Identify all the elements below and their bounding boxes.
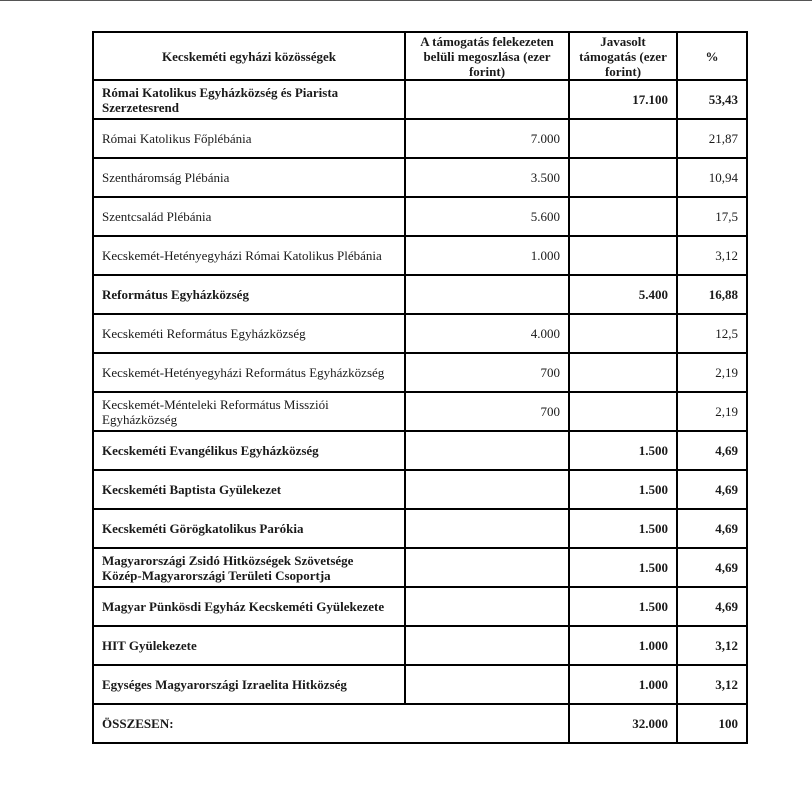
community-name: Kecskemét-Hetényegyházi Római Katolikus Plébánia <box>93 236 405 275</box>
table-header-row <box>93 32 747 80</box>
percent-value: 21,87 <box>677 119 747 158</box>
distribution-value <box>405 548 569 587</box>
distribution-value <box>405 275 569 314</box>
community-name: Magyarországi Zsidó Hitközségek Szövetsége Közép-Magyarországi Területi Csoportja <box>93 548 405 587</box>
proposed-value <box>569 197 677 236</box>
distribution-value: 5.600 <box>405 197 569 236</box>
proposed-value <box>569 236 677 275</box>
header-distribution: A támogatás felekezeten belüli megoszlása (ezer forint) <box>405 32 569 80</box>
percent-value: 17,5 <box>677 197 747 236</box>
proposed-value: 1.000 <box>569 665 677 704</box>
table-row <box>93 158 747 197</box>
proposed-value: 1.000 <box>569 626 677 665</box>
community-name: Magyar Pünkösdi Egyház Kecskeméti Gyülekezete <box>93 587 405 626</box>
table-row <box>93 509 747 548</box>
community-name: Római Katolikus Főplébánia <box>93 119 405 158</box>
distribution-value <box>405 626 569 665</box>
table-row <box>93 119 747 158</box>
percent-value: 4,69 <box>677 509 747 548</box>
proposed-value <box>569 392 677 431</box>
total-percent-value: 100 <box>677 704 747 743</box>
proposed-value <box>569 158 677 197</box>
distribution-value: 3.500 <box>405 158 569 197</box>
percent-value: 3,12 <box>677 236 747 275</box>
table-row <box>93 275 747 314</box>
distribution-value <box>405 587 569 626</box>
table-row <box>93 353 747 392</box>
percent-value: 3,12 <box>677 626 747 665</box>
distribution-value <box>405 80 569 119</box>
proposed-value: 1.500 <box>569 548 677 587</box>
proposed-value <box>569 353 677 392</box>
community-name: Kecskeméti Görögkatolikus Parókia <box>93 509 405 548</box>
table-row <box>93 197 747 236</box>
proposed-value: 5.400 <box>569 275 677 314</box>
table-row <box>93 431 747 470</box>
distribution-value <box>405 509 569 548</box>
percent-value: 3,12 <box>677 665 747 704</box>
percent-value: 4,69 <box>677 548 747 587</box>
community-name: Református Egyházközség <box>93 275 405 314</box>
percent-value: 16,88 <box>677 275 747 314</box>
table-row <box>93 626 747 665</box>
percent-value: 12,5 <box>677 314 747 353</box>
proposed-value: 17.100 <box>569 80 677 119</box>
proposed-value: 1.500 <box>569 509 677 548</box>
proposed-value <box>569 314 677 353</box>
percent-value: 4,69 <box>677 587 747 626</box>
church-grant-table <box>92 31 748 744</box>
percent-value: 53,43 <box>677 80 747 119</box>
community-name: Kecskemét-Ménteleki Református Missziói Egyházközség <box>93 392 405 431</box>
proposed-value: 1.500 <box>569 587 677 626</box>
proposed-value: 1.500 <box>569 431 677 470</box>
community-name: HIT Gyülekezete <box>93 626 405 665</box>
community-name: Kecskeméti Baptista Gyülekezet <box>93 470 405 509</box>
community-name: Kecskemét-Hetényegyházi Református Egyházközség <box>93 353 405 392</box>
page-top-rule <box>0 0 812 1</box>
percent-value: 2,19 <box>677 392 747 431</box>
community-name: Egységes Magyarországi Izraelita Hitközség <box>93 665 405 704</box>
header-community-name: Kecskeméti egyházi közösségek <box>93 32 405 80</box>
community-name: Kecskeméti Evangélikus Egyházközség <box>93 431 405 470</box>
table-row <box>93 665 747 704</box>
distribution-value: 4.000 <box>405 314 569 353</box>
community-name: Római Katolikus Egyházközség és Piarista Szerzetesrend <box>93 80 405 119</box>
distribution-value <box>405 470 569 509</box>
table-row <box>93 548 747 587</box>
table-row <box>93 80 747 119</box>
percent-value: 4,69 <box>677 470 747 509</box>
total-label: ÖSSZESEN: <box>93 704 569 743</box>
percent-value: 4,69 <box>677 431 747 470</box>
percent-value: 2,19 <box>677 353 747 392</box>
distribution-value: 700 <box>405 353 569 392</box>
header-proposed-grant: Javasolt támogatás (ezer forint) <box>569 32 677 80</box>
table-row <box>93 470 747 509</box>
distribution-value <box>405 431 569 470</box>
distribution-value: 700 <box>405 392 569 431</box>
proposed-value: 1.500 <box>569 470 677 509</box>
distribution-value: 7.000 <box>405 119 569 158</box>
percent-value: 10,94 <box>677 158 747 197</box>
total-proposed-value: 32.000 <box>569 704 677 743</box>
table-row <box>93 392 747 431</box>
distribution-value <box>405 665 569 704</box>
proposed-value <box>569 119 677 158</box>
community-name: Szentháromság Plébánia <box>93 158 405 197</box>
distribution-value: 1.000 <box>405 236 569 275</box>
table-row <box>93 314 747 353</box>
table-row <box>93 587 747 626</box>
header-percent: % <box>677 32 747 80</box>
community-name: Szentcsalád Plébánia <box>93 197 405 236</box>
table-row <box>93 236 747 275</box>
community-name: Kecskeméti Református Egyházközség <box>93 314 405 353</box>
table-total-row <box>93 704 747 743</box>
